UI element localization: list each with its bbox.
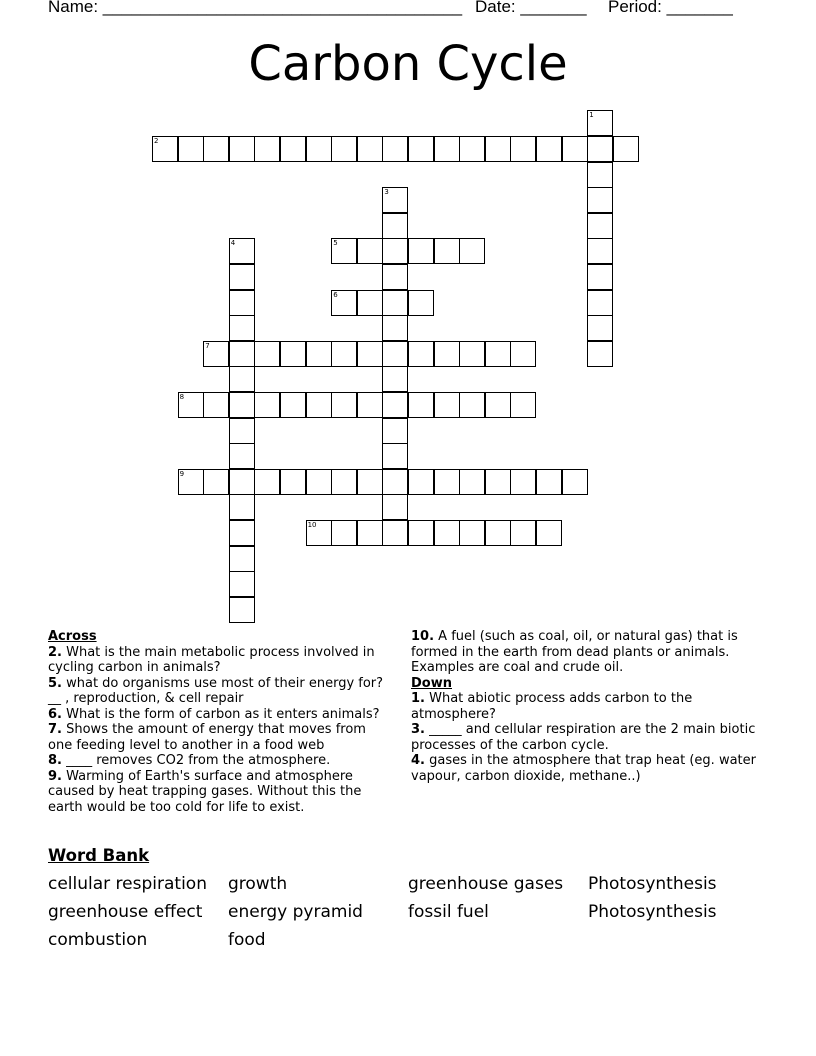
word-bank-item: greenhouse effect — [48, 902, 203, 922]
crossword-cell[interactable] — [434, 469, 460, 495]
crossword-cell[interactable] — [408, 290, 434, 316]
crossword-cell[interactable] — [229, 366, 255, 392]
crossword-cell[interactable] — [587, 238, 613, 264]
crossword-cell[interactable] — [229, 238, 255, 264]
crossword-cell[interactable] — [306, 520, 332, 546]
clue-number-label: 6. — [48, 706, 62, 722]
crossword-cell[interactable] — [357, 392, 383, 418]
clue-text: What is the main metabolic process involved in cycling carbon in animals? — [48, 644, 375, 675]
clue-number-label: 2. — [48, 644, 62, 660]
crossword-cell[interactable] — [254, 469, 280, 495]
crossword-cell[interactable] — [357, 469, 383, 495]
crossword-cell[interactable] — [229, 494, 255, 520]
crossword-cell[interactable] — [229, 136, 255, 162]
clue-text: ____ removes CO2 from the atmosphere. — [61, 753, 331, 768]
crossword-cell[interactable] — [229, 520, 255, 546]
crossword-cell[interactable] — [562, 469, 588, 495]
crossword-cell[interactable] — [331, 392, 357, 418]
clue-number-label: 9. — [48, 768, 62, 784]
crossword-cell[interactable] — [280, 469, 306, 495]
crossword-cell[interactable] — [510, 341, 536, 367]
word-bank-title: Word Bank — [48, 846, 150, 865]
crossword-cell[interactable] — [229, 469, 255, 495]
clue-number: 2 — [154, 137, 159, 145]
crossword-cell[interactable] — [382, 341, 408, 367]
crossword-cell[interactable] — [510, 520, 536, 546]
crossword-cell[interactable] — [587, 162, 613, 188]
crossword-cell[interactable] — [306, 392, 332, 418]
crossword-cell[interactable] — [536, 136, 562, 162]
word-bank-item: Photosynthesis — [588, 902, 717, 922]
crossword-cell[interactable] — [306, 341, 332, 367]
crossword-cell[interactable] — [382, 494, 408, 520]
clue-item — [411, 691, 766, 722]
crossword-cell[interactable] — [357, 136, 383, 162]
date-field[interactable]: Date: _______ — [475, 0, 587, 16]
crossword-cell[interactable] — [229, 571, 255, 597]
crossword-cell[interactable] — [203, 341, 229, 367]
crossword-cell[interactable] — [382, 366, 408, 392]
crossword-cell[interactable] — [408, 520, 434, 546]
crossword-cell[interactable] — [434, 520, 460, 546]
clue-text: Warming of Earth's surface and atmosphere caused by heat trapping gases. Without this the earth would be too cold for life to exist. — [48, 768, 362, 815]
crossword-cell[interactable] — [203, 136, 229, 162]
clue-number-label: 3. — [411, 722, 425, 737]
crossword-cell[interactable] — [485, 469, 511, 495]
name-field[interactable]: Name: ______________________________________ — [48, 0, 463, 16]
clue-number: 6 — [333, 290, 338, 299]
crossword-cell[interactable] — [254, 392, 280, 418]
crossword-cell[interactable] — [485, 392, 511, 418]
clue-number-label: 7. — [48, 722, 62, 737]
crossword-cell[interactable] — [280, 136, 306, 162]
clue-number: 3 — [384, 188, 389, 197]
crossword-cell[interactable] — [306, 469, 332, 495]
crossword-cell[interactable] — [434, 238, 460, 264]
crossword-cell[interactable] — [382, 443, 408, 469]
clue-item — [411, 722, 766, 753]
clue-item — [48, 722, 393, 753]
crossword-cell[interactable] — [331, 136, 357, 162]
clue-number-label: 1. — [411, 691, 425, 706]
crossword-cell[interactable] — [408, 136, 434, 162]
crossword-cell[interactable] — [229, 597, 255, 623]
crossword-cell[interactable] — [587, 315, 613, 341]
clue-number-label: 4. — [411, 753, 425, 768]
crossword-cell[interactable] — [459, 341, 485, 367]
crossword-cell[interactable] — [382, 315, 408, 341]
crossword-cell[interactable] — [331, 520, 357, 546]
crossword-cell[interactable] — [587, 110, 613, 136]
crossword-cell[interactable] — [331, 341, 357, 367]
crossword-cell[interactable] — [587, 187, 613, 213]
crossword-cell[interactable] — [357, 520, 383, 546]
crossword-cell[interactable] — [357, 290, 383, 316]
crossword-cell[interactable] — [152, 136, 178, 162]
crossword-cell[interactable] — [229, 264, 255, 290]
crossword-cell[interactable] — [408, 392, 434, 418]
crossword-cell[interactable] — [613, 136, 639, 162]
word-bank-item: food — [228, 930, 266, 950]
clue-number-label: 8. — [48, 753, 62, 768]
crossword-cell[interactable] — [459, 392, 485, 418]
crossword-cell[interactable] — [485, 136, 511, 162]
crossword-cell[interactable] — [382, 520, 408, 546]
crossword-cell[interactable] — [229, 546, 255, 572]
crossword-cell[interactable] — [587, 341, 613, 367]
crossword-cell[interactable] — [229, 392, 255, 418]
crossword-cell[interactable] — [382, 187, 408, 213]
clue-item — [48, 769, 393, 816]
clue-number-label: 5. — [48, 675, 62, 691]
word-bank-item: cellular respiration — [48, 874, 207, 894]
crossword-cell[interactable] — [357, 341, 383, 367]
crossword-cell[interactable] — [229, 341, 255, 367]
crossword-cell[interactable] — [357, 238, 383, 264]
crossword-cell[interactable] — [485, 520, 511, 546]
crossword-cell[interactable] — [434, 136, 460, 162]
crossword-cell[interactable] — [382, 136, 408, 162]
clues-left-column — [48, 629, 393, 815]
crossword-cell[interactable] — [382, 418, 408, 444]
clue-number: 5 — [333, 239, 338, 248]
crossword-cell[interactable] — [280, 341, 306, 367]
clue-text: gases in the atmosphere that trap heat (eg. water vapour, carbon dioxide, methane..) — [411, 753, 756, 784]
clue-item — [48, 676, 393, 707]
crossword-cell[interactable] — [178, 136, 204, 162]
crossword-cell[interactable] — [587, 290, 613, 316]
crossword-cell[interactable] — [485, 341, 511, 367]
across-clue-list-continued — [411, 629, 766, 676]
crossword-cell[interactable] — [178, 469, 204, 495]
crossword-cell[interactable] — [587, 213, 613, 239]
clue-text: A fuel (such as coal, oil, or natural gas) that is formed in the earth from dead plants or animals. Examples are coal and crude oil. — [411, 629, 738, 675]
crossword-cell[interactable] — [562, 136, 588, 162]
crossword-cell[interactable] — [331, 238, 357, 264]
word-bank-item: Photosynthesis — [588, 874, 717, 894]
clue-text: What is the form of carbon as it enters animals? — [61, 706, 380, 722]
crossword-cell[interactable] — [408, 469, 434, 495]
clue-number: 4 — [230, 239, 236, 248]
word-bank-item: greenhouse gases — [408, 874, 564, 894]
crossword-cell[interactable] — [331, 290, 357, 316]
clue-number: 8 — [179, 393, 185, 401]
word-bank-item: combustion — [48, 930, 148, 950]
crossword-cell[interactable] — [331, 469, 357, 495]
crossword-cell[interactable] — [229, 418, 255, 444]
clue-text: What abiotic process adds carbon to the atmosphere? — [411, 691, 693, 722]
crossword-cell[interactable] — [382, 238, 408, 264]
crossword-cell[interactable] — [536, 520, 562, 546]
clue-item — [48, 645, 393, 676]
across-heading: Across — [48, 629, 97, 644]
word-bank-item: growth — [228, 874, 288, 894]
crossword-cell[interactable] — [459, 520, 485, 546]
crossword-cell[interactable] — [203, 392, 229, 418]
crossword-cell[interactable] — [536, 469, 562, 495]
crossword-cell[interactable] — [510, 469, 536, 495]
crossword-cell[interactable] — [306, 136, 332, 162]
crossword-cell[interactable] — [434, 392, 460, 418]
clue-item — [48, 707, 393, 723]
crossword-cell[interactable] — [510, 392, 536, 418]
crossword-cell[interactable] — [382, 213, 408, 239]
crossword-cell[interactable] — [408, 238, 434, 264]
crossword-cell[interactable] — [382, 392, 408, 418]
crossword-cell[interactable] — [510, 136, 536, 162]
clue-number: 1 — [589, 111, 594, 120]
period-field[interactable]: Period: _______ — [608, 0, 733, 16]
crossword-cell[interactable] — [229, 290, 255, 316]
clues-right-column — [411, 629, 766, 784]
crossword-cell[interactable] — [254, 136, 280, 162]
crossword-cell[interactable] — [408, 341, 434, 367]
crossword-cell[interactable] — [229, 315, 255, 341]
crossword-cell[interactable] — [280, 392, 306, 418]
crossword-cell[interactable] — [459, 238, 485, 264]
word-bank-item: energy pyramid — [228, 902, 363, 922]
crossword-cell[interactable] — [229, 443, 255, 469]
clue-number: 7 — [205, 341, 210, 350]
clue-text: _____ and cellular respiration are the 2 main biotic processes of the carbon cycle. — [411, 722, 756, 753]
crossword-cell[interactable] — [587, 264, 613, 290]
crossword-cell[interactable] — [178, 392, 204, 418]
crossword-cell[interactable] — [459, 469, 485, 495]
crossword-cell[interactable] — [382, 469, 408, 495]
clue-text: Shows the amount of energy that moves from one feeding level to another in a food web — [48, 722, 366, 753]
clue-text: what do organisms use most of their energy for? __ , reproduction, & cell repair — [48, 675, 384, 706]
down-clue-list — [411, 691, 766, 784]
page-title: Carbon Cycle — [248, 36, 568, 92]
crossword-cell[interactable] — [382, 290, 408, 316]
crossword-cell[interactable] — [459, 136, 485, 162]
clue-item — [411, 753, 766, 784]
crossword-cell[interactable] — [382, 264, 408, 290]
clue-number: 9 — [179, 469, 185, 478]
word-bank-item: fossil fuel — [408, 902, 489, 922]
crossword-cell[interactable] — [587, 136, 613, 162]
down-heading: Down — [411, 675, 452, 691]
clue-item — [48, 753, 393, 769]
clue-item — [411, 629, 766, 676]
crossword-cell[interactable] — [203, 469, 229, 495]
clue-number-label: 10. — [411, 629, 435, 644]
crossword-cell[interactable] — [434, 341, 460, 367]
across-clue-list — [48, 645, 393, 816]
crossword-cell[interactable] — [254, 341, 280, 367]
clue-number: 10 — [307, 521, 317, 529]
